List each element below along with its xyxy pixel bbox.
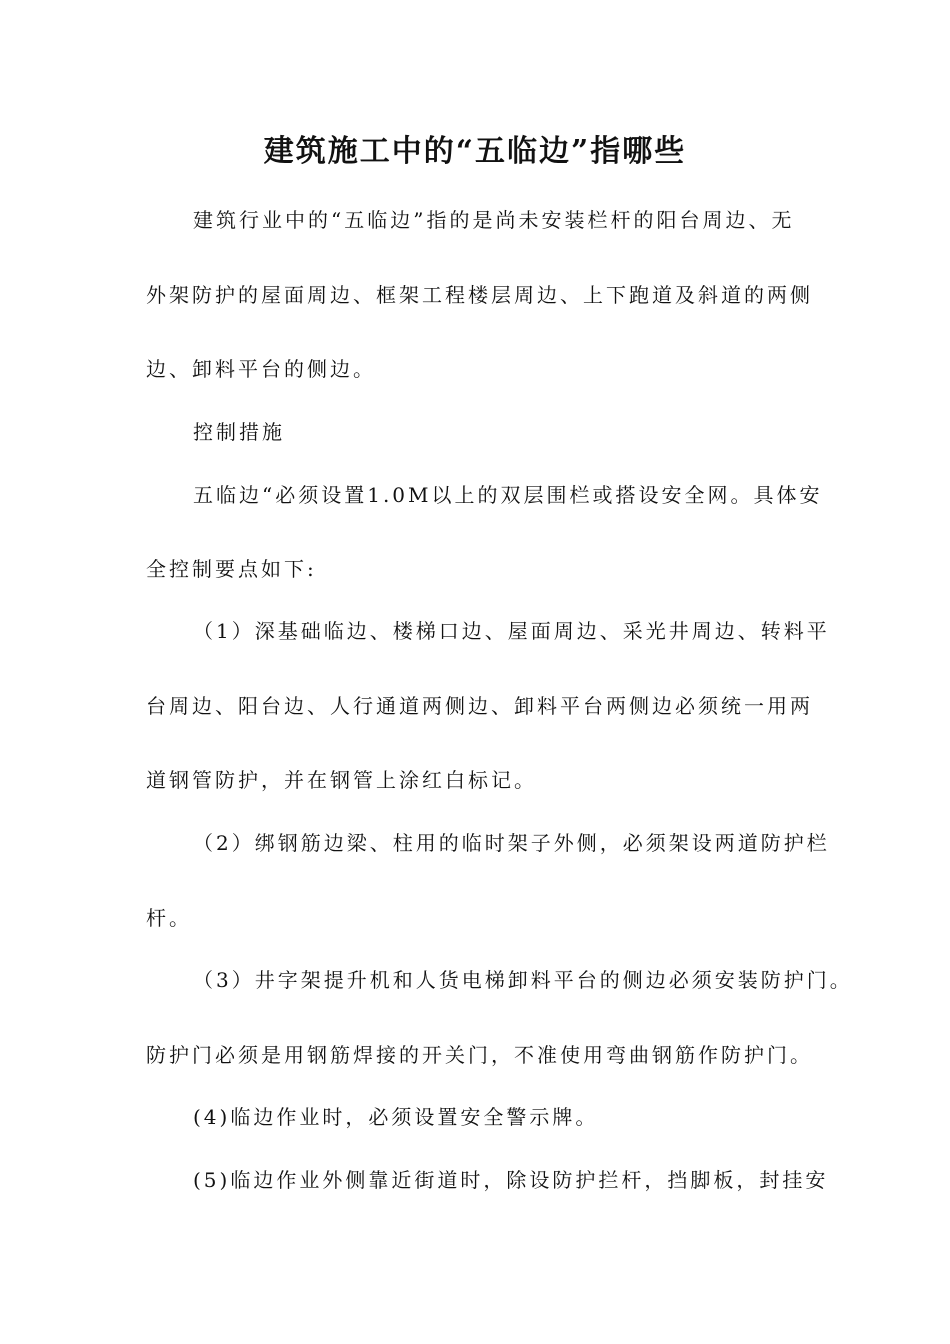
list-item-line: (5)临边作业外侧靠近街道时，除设防护拦杆，挡脚板，封挂安: [193, 1168, 829, 1192]
paragraph-line: 建筑行业中的“五临边”指的是尚未安装栏杆的阳台周边、无: [193, 208, 795, 232]
list-item-line: 道钢管防护，并在钢管上涂红白标记。: [146, 768, 537, 792]
list-item-line: 杆。: [146, 906, 192, 930]
paragraph-line: 全控制要点如下:: [146, 557, 317, 581]
paragraph-line: 外架防护的屋面周边、框架工程楼层周边、上下跑道及斜道的两侧: [146, 283, 813, 307]
list-item-line: （3）井字架提升机和人货电梯卸料平台的侧边必须安装防护门。: [193, 968, 853, 992]
list-item-line: 台周边、阳台边、人行通道两侧边、卸料平台两侧边必须统一用两: [146, 694, 813, 718]
list-item-line: (4)临边作业时，必须设置安全警示牌。: [193, 1105, 599, 1129]
list-item-line: 防护门必须是用钢筋焊接的开关门，不准使用弯曲钢筋作防护门。: [146, 1043, 813, 1067]
list-item-line: （1）深基础临边、楼梯口边、屋面周边、采光井周边、转料平: [193, 619, 830, 643]
list-item-line: （2）绑钢筋边梁、柱用的临时架子外侧，必须架设两道防护栏: [193, 831, 830, 855]
paragraph-line: 边、卸料平台的侧边。: [146, 357, 376, 381]
document-title: 建筑施工中的“五临边”指哪些: [263, 134, 687, 169]
paragraph-line: 五临边“必须设置1.0M以上的双层围栏或搭设安全网。具体安: [193, 483, 823, 507]
section-heading: 控制措施: [193, 420, 285, 444]
